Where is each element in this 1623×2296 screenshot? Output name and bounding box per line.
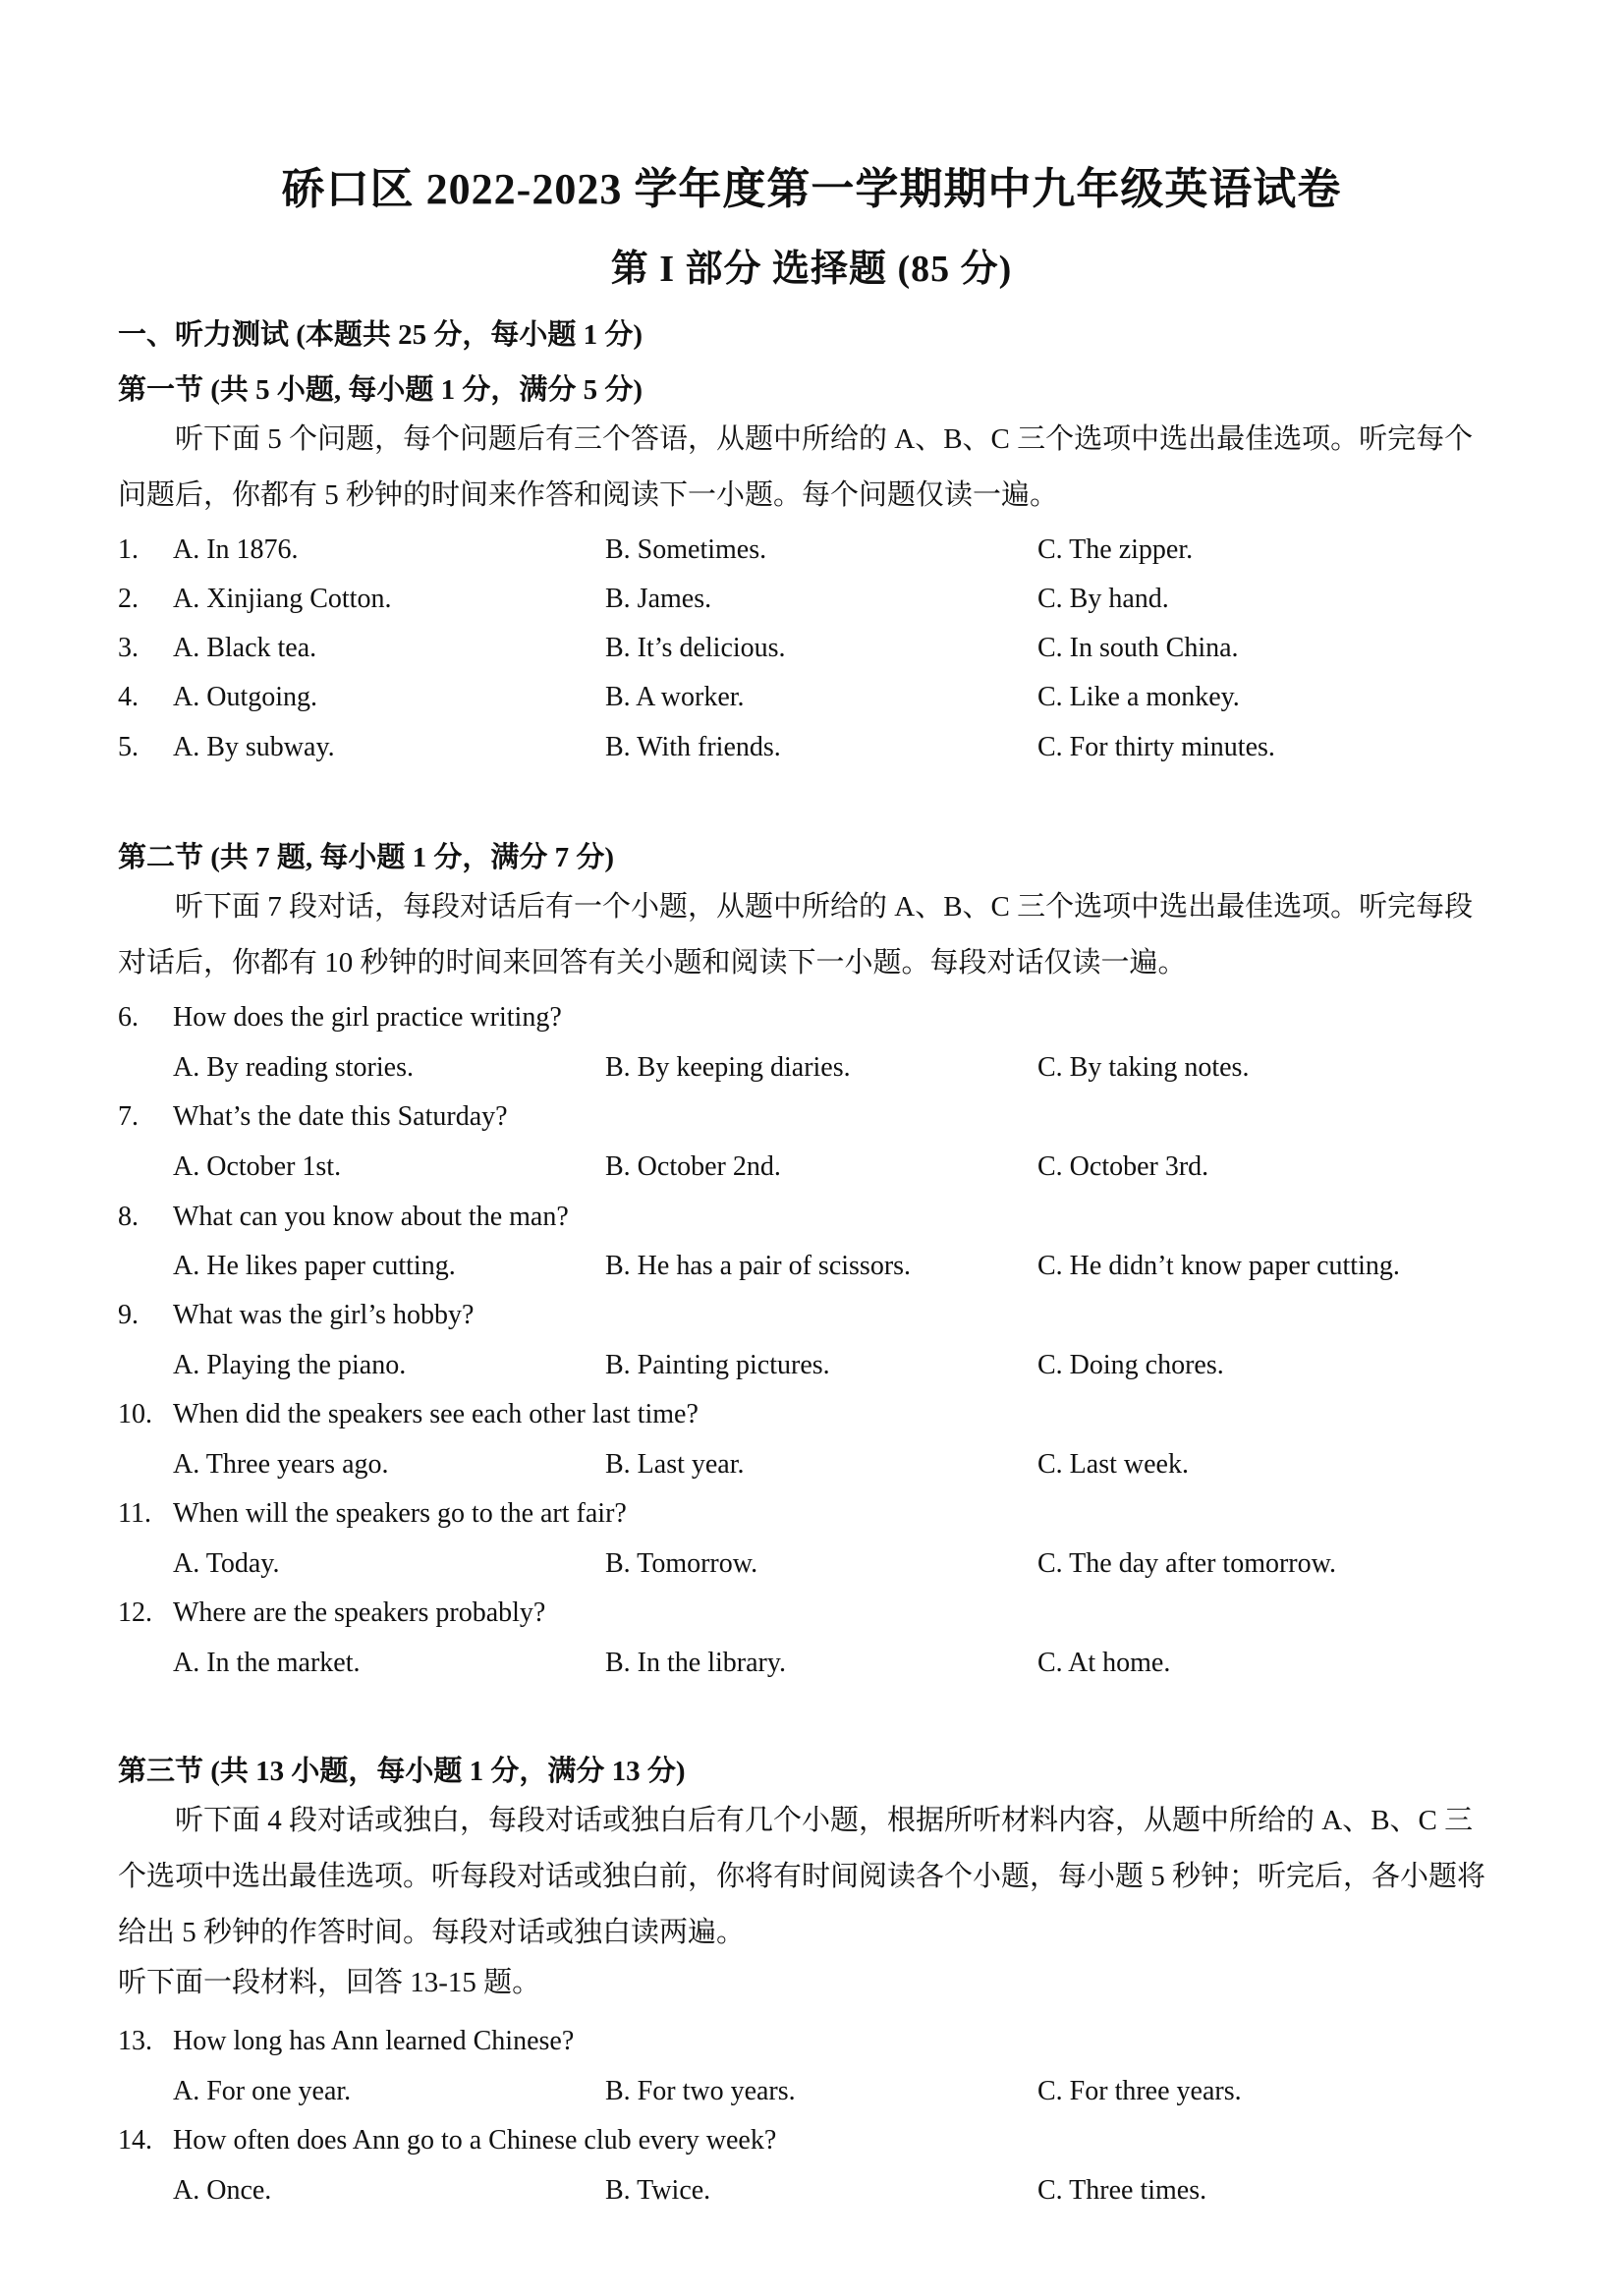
- instruction-line: 听下面 4 段对话或独白，每段对话或独白后有几个小题，根据所听材料内容，从题中所给的 A、B、C 三: [175, 1805, 1474, 1836]
- instruction-line: 对话后，你都有 10 秒钟的时间来回答有关小题和阅读下一小题。每段对话仅读一遍。: [118, 947, 1187, 979]
- instruction-line: 听下面 5 个问题，每个问题后有三个答语，从题中所给的 A、B、C 三个选项中选出最佳选项。听完每个: [175, 423, 1474, 455]
- question-number: 11.: [118, 1498, 151, 1529]
- question-text: Where are the speakers probably?: [173, 1597, 546, 1628]
- option-c: C. Three times.: [1037, 2175, 1207, 2206]
- option-b: B. He has a pair of scissors.: [605, 1251, 912, 1281]
- instruction-line: 听下面 7 段对话，每段对话后有一个小题，从题中所给的 A、B、C 三个选项中选出最佳选项。听完每段: [175, 891, 1474, 923]
- question-stem: [118, 1002, 1533, 1041]
- option-c: C. In south China.: [1037, 633, 1239, 663]
- question-number: 4.: [118, 682, 139, 712]
- section2-instructions: [118, 879, 1523, 991]
- option-a: A. Once.: [173, 2175, 272, 2206]
- question-stem: [118, 1300, 1533, 1339]
- option-b: B. By keeping diaries.: [605, 1052, 851, 1083]
- option-b: B. Last year.: [605, 1449, 745, 1480]
- question-options: [118, 1548, 1533, 1588]
- question-stem: [118, 1202, 1533, 1241]
- exam-title: 硚口区 2022-2023 学年度第一学期期中九年级英语试卷: [281, 165, 1342, 213]
- question-options: [118, 2175, 1533, 2214]
- option-c: C. October 3rd.: [1037, 1151, 1209, 1182]
- option-b: B. Tomorrow.: [605, 1548, 758, 1579]
- material-note: 听下面一段材料，回答 13-15 题。: [118, 1967, 541, 1998]
- option-c: C. By taking notes.: [1037, 1052, 1250, 1083]
- question-text: What can you know about the man?: [173, 1202, 569, 1232]
- question-text: What’s the date this Saturday?: [173, 1101, 508, 1132]
- section2-heading: 第二节 (共 7 题, 每小题 1 分，满分 7 分): [118, 842, 615, 873]
- question-item: [118, 584, 1533, 623]
- part-subtitle: 第 I 部分 选择题 (85 分): [610, 249, 1013, 290]
- question-item: [118, 682, 1533, 721]
- option-b: B. In the library.: [605, 1648, 787, 1678]
- question-item: [118, 732, 1533, 771]
- option-a: A. In 1876.: [173, 534, 299, 565]
- question-number: 10.: [118, 1399, 152, 1429]
- section1-heading: 第一节 (共 5 小题, 每小题 1 分，满分 5 分): [118, 374, 644, 406]
- option-a: A. By subway.: [173, 732, 335, 762]
- option-c: C. By hand.: [1037, 584, 1169, 614]
- option-a: A. Black tea.: [173, 633, 317, 663]
- question-number: 3.: [118, 633, 139, 663]
- question-options: [118, 1151, 1533, 1191]
- option-b: B. Sometimes.: [605, 534, 767, 565]
- section1-instructions: [118, 412, 1523, 524]
- option-b: B. Painting pictures.: [605, 1350, 830, 1380]
- option-c: C. Like a monkey.: [1037, 682, 1240, 712]
- part1-heading: 一、听力测试 (本题共 25 分，每小题 1 分): [118, 319, 644, 351]
- question-item: [118, 534, 1533, 574]
- question-text: When did the speakers see each other last time?: [173, 1399, 699, 1429]
- option-a: A. Xinjiang Cotton.: [173, 584, 392, 614]
- question-stem: [118, 2125, 1533, 2164]
- question-options: [118, 1648, 1533, 1687]
- question-options: [118, 1350, 1533, 1389]
- option-c: C. He didn’t know paper cutting.: [1037, 1251, 1400, 1281]
- question-text: How does the girl practice writing?: [173, 1002, 562, 1033]
- option-a: A. In the market.: [173, 1648, 361, 1678]
- question-number: 12.: [118, 1597, 152, 1628]
- option-c: C. The day after tomorrow.: [1037, 1548, 1337, 1579]
- question-options: [118, 1449, 1533, 1488]
- question-options: [118, 1251, 1533, 1290]
- instruction-line: 给出 5 秒钟的作答时间。每段对话或独白读两遍。: [118, 1917, 746, 1948]
- option-b: B. It’s delicious.: [605, 633, 786, 663]
- option-a: A. He likes paper cutting.: [173, 1251, 456, 1281]
- option-b: B. A worker.: [605, 682, 745, 712]
- question-number: 8.: [118, 1202, 139, 1232]
- instruction-line: 个选项中选出最佳选项。听每段对话或独白前，你将有时间阅读各个小题，每小题 5 秒钟；听完后，各小题将: [118, 1861, 1486, 1892]
- option-a: A. Today.: [173, 1548, 280, 1579]
- question-text: How often does Ann go to a Chinese club every week?: [173, 2125, 777, 2156]
- option-a: A. For one year.: [173, 2076, 352, 2106]
- question-stem: [118, 1597, 1533, 1637]
- option-a: A. By reading stories.: [173, 1052, 414, 1083]
- question-text: When will the speakers go to the art fair?: [173, 1498, 627, 1529]
- instruction-line: 问题后，你都有 5 秒钟的时间来作答和阅读下一小题。每个问题仅读一遍。: [118, 479, 1059, 511]
- question-stem: [118, 2026, 1533, 2065]
- option-c: C. Doing chores.: [1037, 1350, 1224, 1380]
- section3-heading: 第三节 (共 13 小题，每小题 1 分，满分 13 分): [118, 1756, 686, 1787]
- option-c: C. For thirty minutes.: [1037, 732, 1275, 762]
- question-number: 9.: [118, 1300, 139, 1330]
- question-number: 2.: [118, 584, 139, 614]
- question-stem: [118, 1399, 1533, 1438]
- question-number: 5.: [118, 732, 139, 762]
- question-number: 13.: [118, 2026, 152, 2056]
- question-number: 6.: [118, 1002, 139, 1033]
- section3-instructions: [118, 1793, 1523, 1961]
- question-options: [118, 1052, 1533, 1092]
- question-text: What was the girl’s hobby?: [173, 1300, 475, 1330]
- option-a: A. Outgoing.: [173, 682, 317, 712]
- question-item: [118, 633, 1533, 672]
- question-stem: [118, 1498, 1533, 1538]
- question-options: [118, 2076, 1533, 2115]
- question-stem: [118, 1101, 1533, 1141]
- option-b: B. With friends.: [605, 732, 781, 762]
- option-b: B. For two years.: [605, 2076, 796, 2106]
- question-number: 14.: [118, 2125, 152, 2156]
- option-a: A. Three years ago.: [173, 1449, 389, 1480]
- question-number: 7.: [118, 1101, 139, 1132]
- option-a: A. October 1st.: [173, 1151, 342, 1182]
- option-b: B. James.: [605, 584, 712, 614]
- option-a: A. Playing the piano.: [173, 1350, 407, 1380]
- option-c: C. For three years.: [1037, 2076, 1242, 2106]
- question-text: How long has Ann learned Chinese?: [173, 2026, 575, 2056]
- option-b: B. Twice.: [605, 2175, 711, 2206]
- option-c: C. The zipper.: [1037, 534, 1194, 565]
- option-c: C. At home.: [1037, 1648, 1171, 1678]
- question-number: 1.: [118, 534, 139, 565]
- option-c: C. Last week.: [1037, 1449, 1189, 1480]
- option-b: B. October 2nd.: [605, 1151, 781, 1182]
